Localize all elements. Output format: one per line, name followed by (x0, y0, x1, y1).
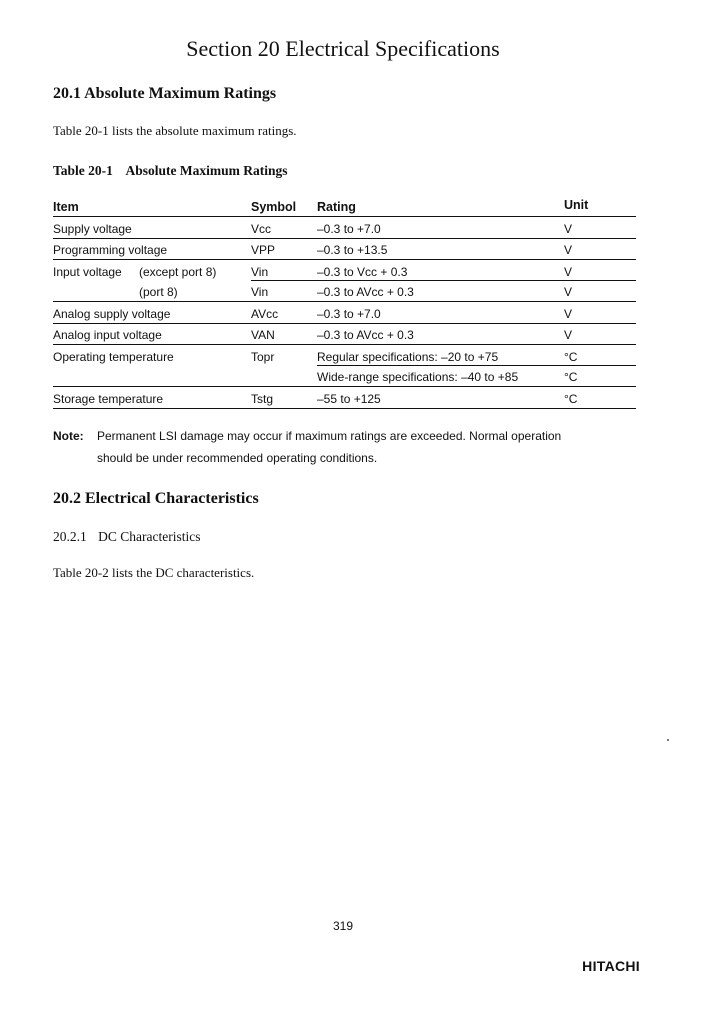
header-symbol: Symbol (251, 200, 297, 214)
cell-unit: °C (564, 370, 578, 384)
cell-rating: –0.3 to AVcc + 0.3 (317, 285, 414, 299)
table-caption-title: Absolute Maximum Ratings (125, 163, 288, 178)
table-row (53, 345, 636, 366)
table-row (53, 217, 636, 239)
cell-symbol: Topr (251, 349, 275, 364)
table-row (53, 302, 636, 324)
table-row (53, 239, 636, 261)
table-caption (53, 163, 288, 179)
cell-unit: V (564, 243, 573, 257)
cell-symbol: Vin (251, 264, 269, 279)
intro-paragraph-20-1: Table 20-1 lists the absolute maximum ratings. (53, 123, 297, 138)
cell-rating: Regular specifications: –20 to +75 (317, 349, 499, 364)
cell-symbol: Vcc (251, 221, 272, 236)
cell-unit: V (564, 285, 573, 299)
cell-unit: V (564, 264, 573, 279)
cell-rating: –0.3 to +13.5 (317, 243, 388, 257)
subsection-title: DC Characteristics (98, 529, 201, 544)
cell-item: Supply voltage (53, 221, 132, 236)
heading-20-1: 20.1 Absolute Maximum Ratings (53, 85, 277, 102)
table-header-row (53, 197, 636, 217)
cell-item: Input voltage (53, 264, 122, 279)
note (53, 425, 653, 469)
cell-item: Programming voltage (53, 243, 168, 257)
cell-item-qualifier: (port 8) (139, 285, 178, 299)
cell-symbol: Vin (251, 285, 269, 299)
section-title: Section 20 Electrical Specifications (186, 36, 500, 61)
cell-item-qualifier: (except port 8) (139, 264, 217, 279)
table-row (53, 366, 636, 388)
header-rating: Rating (317, 200, 356, 214)
header-item: Item (53, 200, 79, 214)
cell-item: Storage temperature (53, 391, 164, 406)
cell-rating: –0.3 to +7.0 (317, 221, 381, 236)
scan-artifact (667, 739, 669, 741)
cell-rating: –0.3 to +7.0 (317, 306, 381, 321)
cell-rating: Wide-range specifications: –40 to +85 (317, 370, 519, 384)
table-row (53, 387, 636, 409)
cell-unit: °C (564, 391, 578, 406)
cell-rating: –0.3 to AVcc + 0.3 (317, 328, 414, 342)
cell-rating: –55 to +125 (317, 391, 381, 406)
subsection-number: 20.2.1 (53, 529, 87, 544)
note-label: Note: (53, 429, 84, 443)
cell-symbol: Tstg (251, 391, 274, 406)
cell-symbol: AVcc (251, 306, 279, 321)
heading-20-2: 20.2 Electrical Characteristics (53, 490, 259, 507)
cell-item: Analog input voltage (53, 328, 162, 342)
cell-symbol: VPP (251, 243, 276, 257)
cell-unit: V (564, 328, 573, 342)
heading-20-2-1 (53, 529, 200, 545)
table-row (53, 260, 636, 281)
page-number: 319 (332, 919, 354, 933)
cell-item: Operating temperature (53, 349, 174, 364)
table-caption-number: Table 20-1 (53, 163, 113, 178)
cell-item: Analog supply voltage (53, 306, 171, 321)
note-line-1: Permanent LSI damage may occur if maximum ratings are exceeded. Normal operation (97, 429, 562, 443)
header-unit: Unit (564, 198, 589, 212)
cell-unit: V (564, 221, 573, 236)
cell-symbol: VAN (251, 328, 275, 342)
intro-paragraph-20-2: Table 20-2 lists the DC characteristics. (53, 565, 255, 580)
cell-unit: °C (564, 349, 578, 364)
note-line-2: should be under recommended operating conditions. (97, 451, 378, 465)
ratings-table (53, 197, 636, 409)
table-row (53, 324, 636, 346)
brand-logo: HITACHI (582, 958, 640, 974)
cell-rating: –0.3 to Vcc + 0.3 (317, 264, 408, 279)
table-row (53, 281, 636, 303)
cell-unit: V (564, 306, 573, 321)
